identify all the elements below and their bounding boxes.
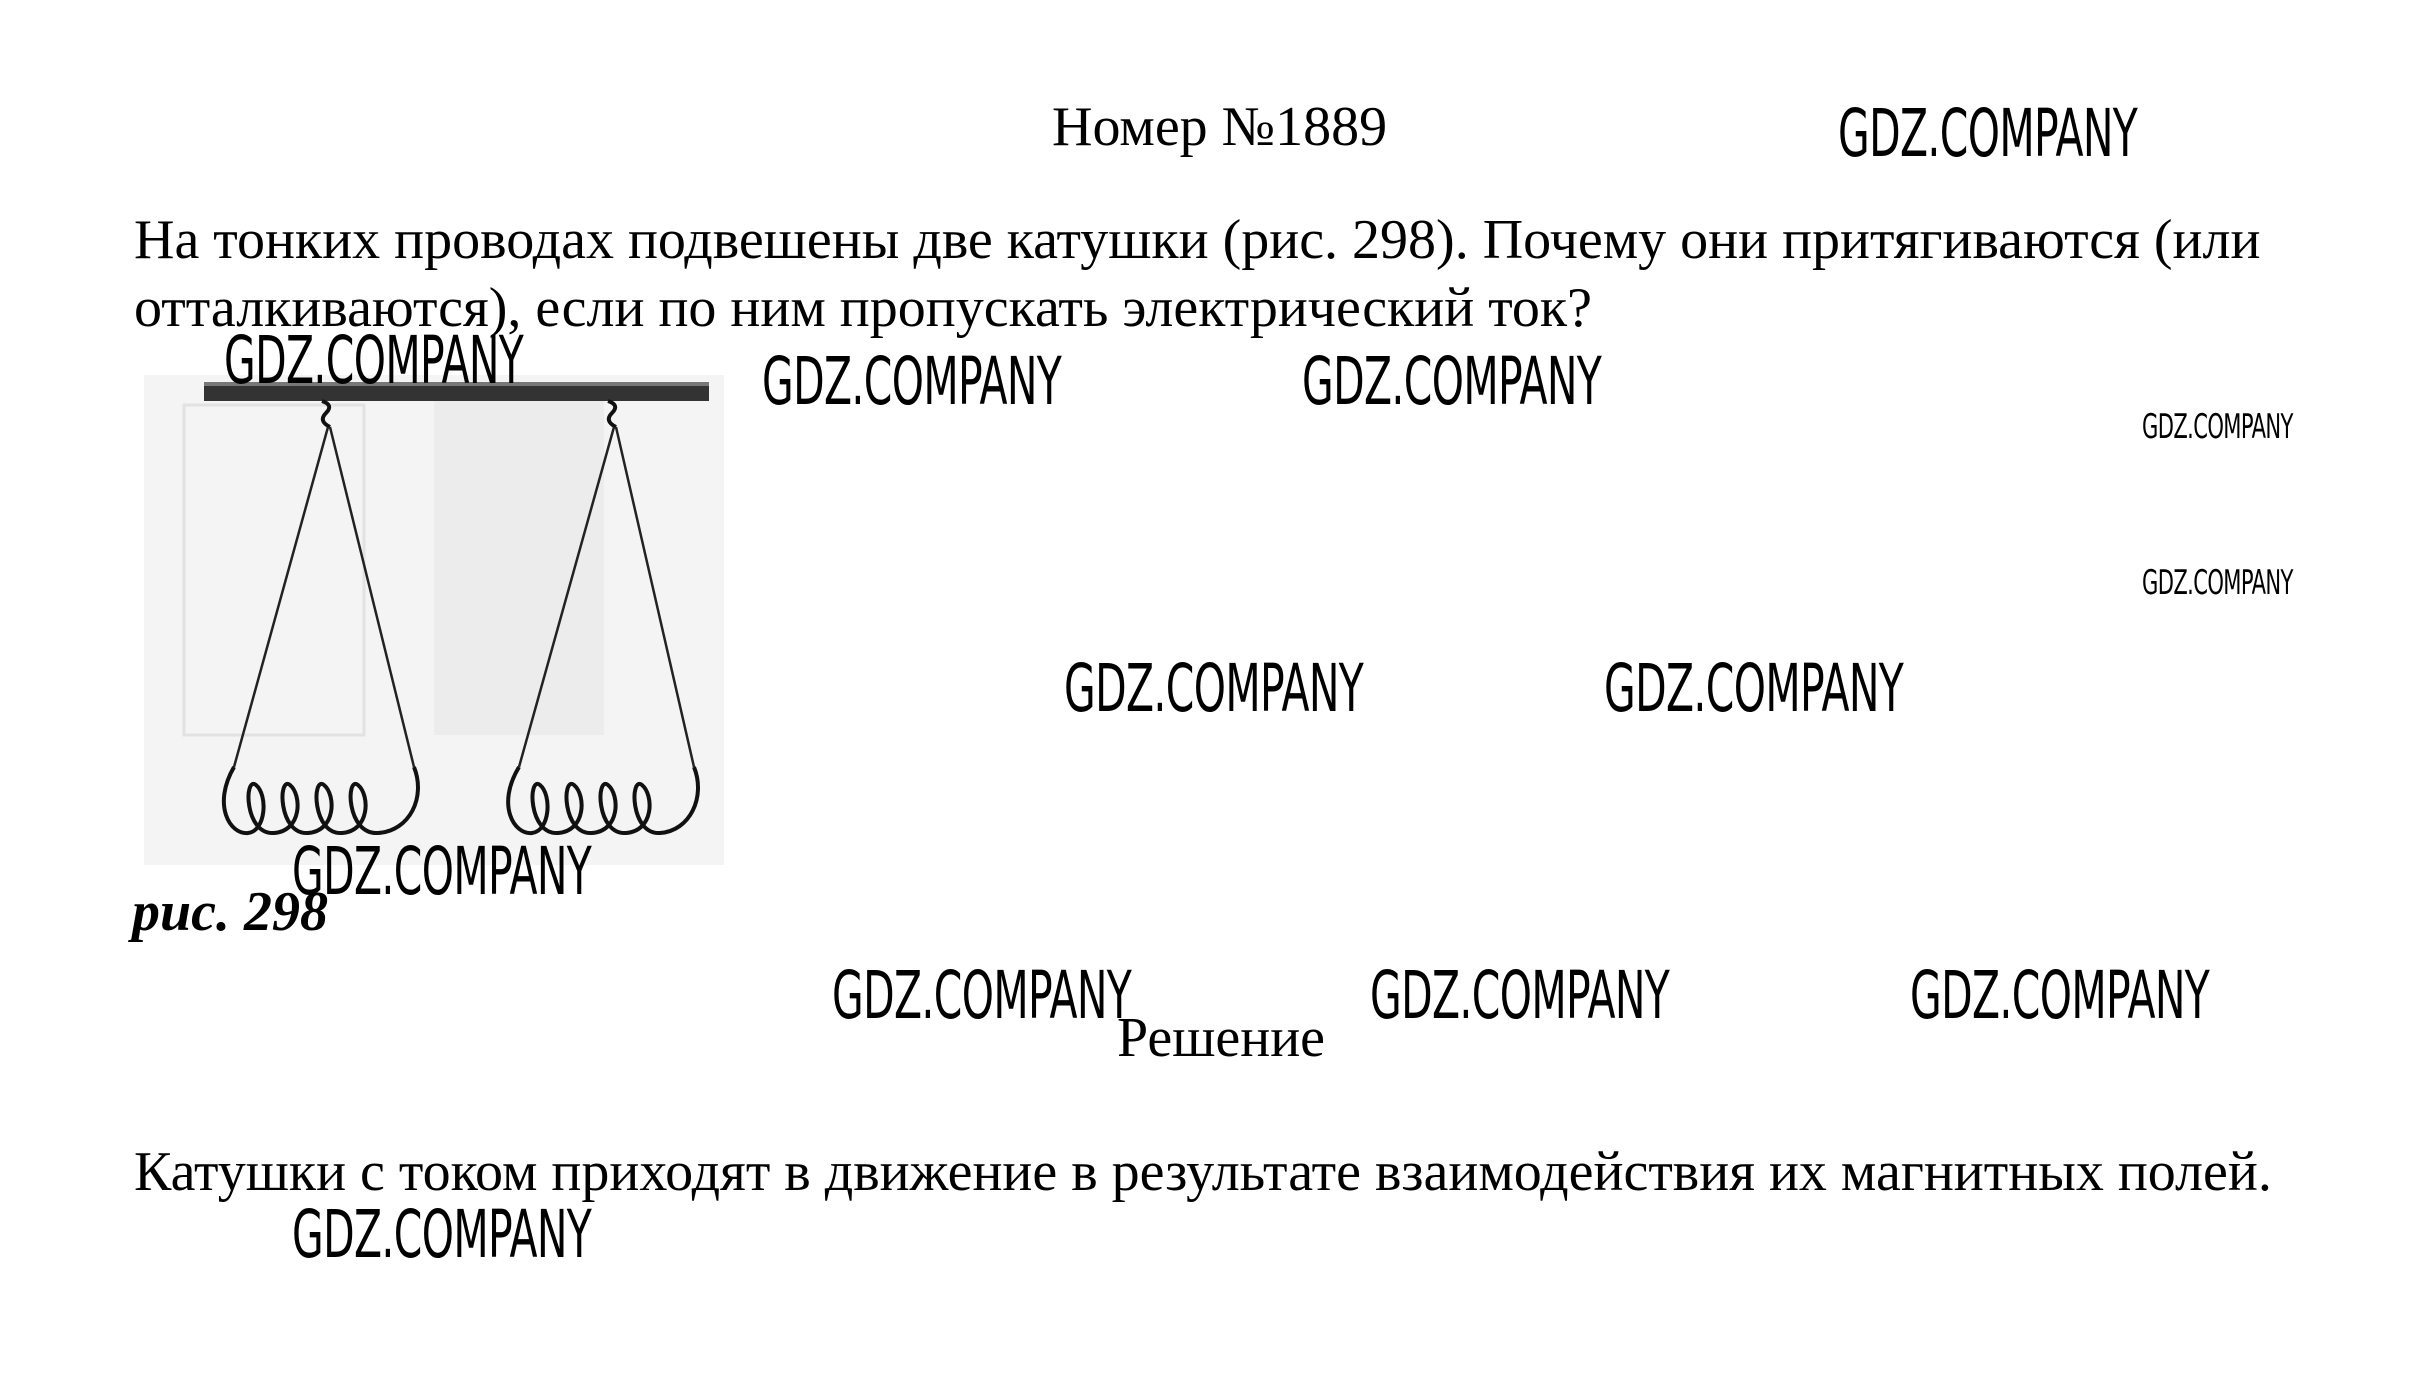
- watermark: GDZ.COMPANY: [292, 1196, 592, 1273]
- watermark: GDZ.COMPANY: [1910, 957, 2210, 1034]
- solution-text: Катушки с током приходят в движение в результате взаимодействия их магнитных полей.: [134, 1141, 2272, 1203]
- watermark: GDZ.COMPANY: [292, 833, 592, 910]
- figure-two-coils: [134, 335, 744, 880]
- watermark: GDZ.COMPANY: [762, 343, 1062, 420]
- watermark: GDZ.COMPANY: [1302, 343, 1602, 420]
- figure-caption: рис. 298: [132, 881, 328, 943]
- watermark: GDZ.COMPANY: [2142, 563, 2293, 603]
- watermark: GDZ.COMPANY: [224, 322, 524, 399]
- question-text: На тонких проводах подвешены две катушки (рис. 298). Почему они притягиваются (или отталкиваются), если по ним пропускать электрический ток?: [134, 209, 2261, 339]
- coils-illustration-icon: [134, 335, 744, 880]
- watermark: GDZ.COMPANY: [2142, 407, 2293, 447]
- watermark: GDZ.COMPANY: [1604, 650, 1904, 727]
- problem-number-title: Номер №1889: [1052, 96, 1388, 158]
- watermark: GDZ.COMPANY: [832, 957, 1132, 1034]
- figure-background-frame-right: [434, 395, 604, 735]
- watermark: GDZ.COMPANY: [1370, 957, 1670, 1034]
- solution-heading: Решение: [1117, 1007, 1326, 1069]
- watermark: GDZ.COMPANY: [1064, 650, 1364, 727]
- watermark: GDZ.COMPANY: [1838, 95, 2138, 172]
